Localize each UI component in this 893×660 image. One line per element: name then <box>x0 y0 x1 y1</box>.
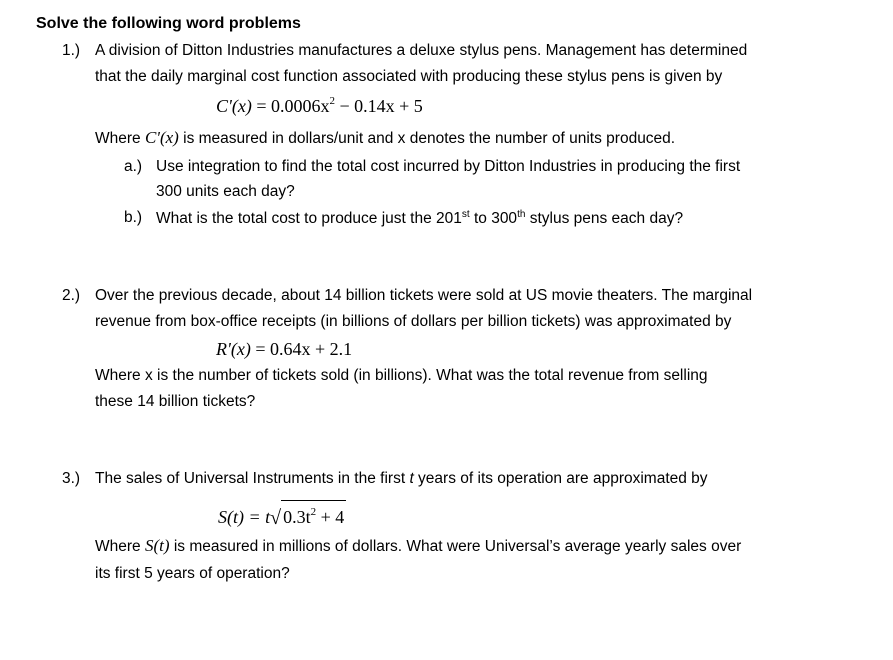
equation-rhs-part-a: = 0.0006x <box>256 96 330 116</box>
square-root <box>270 500 346 529</box>
problem-1-equation <box>216 95 423 117</box>
problem-3-equation <box>218 500 346 529</box>
problem-3-line-4: its first 5 years of operation? <box>95 565 290 582</box>
equation-lhs: C'(x) <box>216 96 252 116</box>
part-b-label: b.) <box>124 209 143 226</box>
part-a-label: a.) <box>124 158 143 175</box>
page-heading: Solve the following word problems <box>36 15 301 32</box>
where-suffix: is measured in dollars/unit and x denotes the number of units produced. <box>178 130 676 147</box>
problem-2-line-2: revenue from box-office receipts (in billions of dollars per billion tickets) was approximated by <box>95 313 732 330</box>
where-math: S(t) <box>144 536 170 555</box>
problem-3-where-line <box>95 536 741 556</box>
problem-1-line-2: that the daily marginal cost function associated with producing these stylus pens is given by <box>95 68 723 85</box>
problem-1-number: 1.) <box>62 42 81 59</box>
part-b-text-a: What is the total cost to produce just the 201 <box>156 210 462 227</box>
radicand-part-a: 0.3t <box>283 507 311 527</box>
problem-3-line-1 <box>95 470 708 488</box>
equation-lhs: R'(x) <box>216 339 251 359</box>
part-b-text-c: stylus pens each day? <box>525 210 684 227</box>
where-prefix: Where <box>95 538 145 555</box>
problem-1-where-line <box>95 128 675 148</box>
equation-exponent: 2 <box>329 95 335 107</box>
line-1-part-a: The sales of Universal Instruments in the first <box>95 470 410 487</box>
part-b-sup-th: th <box>517 209 526 220</box>
part-b-sup-st: st <box>461 209 470 220</box>
part-b-text-b: to 300 <box>469 210 518 227</box>
problem-1-line-1: A division of Ditton Industries manufactures a deluxe stylus pens. Management has determined <box>95 42 748 59</box>
part-a-line-1: Use integration to find the total cost incurred by Ditton Industries in producing the first <box>156 158 741 175</box>
problem-2-equation <box>216 339 352 360</box>
problem-2-line-1: Over the previous decade, about 14 billion tickets were sold at US movie theaters. The marginal <box>95 287 753 304</box>
radical-sign-icon: √ <box>270 507 282 529</box>
equation-rhs-part-b: − 0.14x + 5 <box>335 96 423 116</box>
line-1-variable: t <box>409 470 414 487</box>
line-1-part-b: years of its operation are approximated by <box>413 470 708 487</box>
part-a-line-2: 300 units each day? <box>156 183 295 200</box>
where-suffix: is measured in millions of dollars. What were Universal’s average yearly sales over <box>169 538 742 555</box>
equation-rhs: = 0.64x + 2.1 <box>255 339 353 359</box>
problem-2-line-4: these 14 billion tickets? <box>95 393 256 410</box>
problem-2-line-3: Where x is the number of tickets sold (in billions). What was the total revenue from selling <box>95 367 708 384</box>
where-math: C'(x) <box>144 128 179 147</box>
radicand-exponent: 2 <box>310 506 317 518</box>
problem-2-number: 2.) <box>62 287 81 304</box>
problem-3-number: 3.) <box>62 470 81 487</box>
part-b-text <box>156 209 683 228</box>
equation-lhs: S(t) = t <box>218 507 271 527</box>
radicand-part-b: + 4 <box>316 507 345 527</box>
radicand <box>281 500 346 526</box>
where-prefix: Where <box>95 130 145 147</box>
